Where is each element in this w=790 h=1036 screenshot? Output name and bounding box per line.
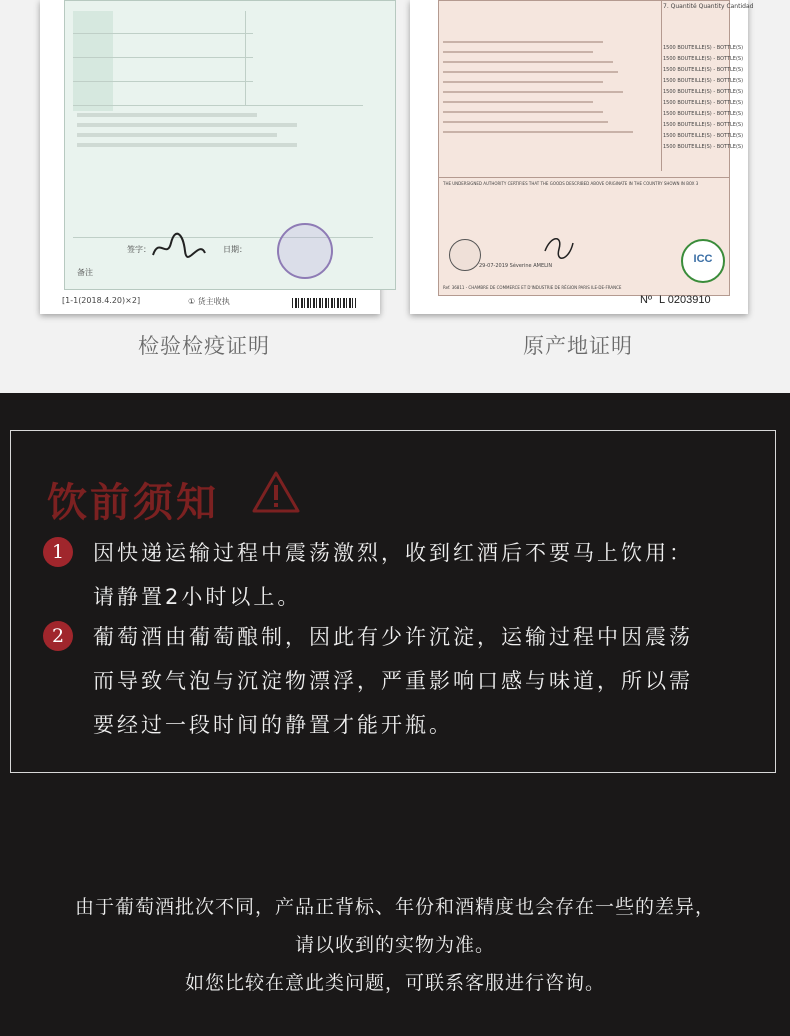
serial-value: L 0203910	[659, 294, 711, 306]
quantity-row: 1500 BOUTEILLE(S) - BOTTLE(S)	[663, 133, 744, 139]
serial-prefix: Nº	[640, 294, 652, 306]
quantity-row: 1500 BOUTEILLE(S) - BOTTLE(S)	[663, 100, 744, 106]
form-rule	[661, 1, 662, 171]
handwritten-signature	[149, 229, 209, 265]
inspection-certificate-image	[40, 0, 380, 314]
certify-statement: THE UNDERSIGNED AUTHORITY CERTIFIES THAT THE GOODS DESCRIBED ABOVE ORIGINATE IN THE COUNTRY SHOWN IN BOX 3	[443, 181, 699, 186]
origin-certificate-form	[438, 0, 754, 296]
date-label: 日期：	[223, 245, 247, 254]
barcode	[292, 298, 356, 308]
origin-certificate-image	[410, 0, 754, 314]
quantity-header: 7. Quantité Quantity Cantidad	[663, 3, 754, 10]
remark-label: 备注	[77, 268, 93, 277]
footer-line: 请以收到的实物为准。	[294, 934, 495, 956]
goods-table	[77, 113, 347, 153]
quantity-row: 1500 BOUTEILLE(S) - BOTTLE(S)	[663, 67, 744, 73]
quantity-row: 1500 BOUTEILLE(S) - BOTTLE(S)	[663, 122, 744, 128]
form-rule	[439, 177, 729, 178]
notice-item-line: 而导致气泡与沉淀物漂浮，严重影响口感与味道，所以需	[93, 669, 693, 693]
notice-title: 饮前须知	[47, 479, 219, 526]
notice-item-number: 2	[43, 621, 73, 651]
signer-line: 29-07-2019 Séverine AMELIN	[479, 263, 553, 269]
notice-item-number: 1	[43, 537, 73, 567]
form-label-column	[73, 11, 113, 111]
official-seal	[277, 223, 333, 279]
quantity-row: 1500 BOUTEILLE(S) - BOTTLE(S)	[663, 45, 744, 51]
origin-caption: 原产地证明	[523, 334, 633, 358]
goods-description	[443, 41, 657, 141]
form-rule	[73, 105, 363, 106]
quantity-column	[663, 45, 744, 155]
quantity-row: 1500 BOUTEILLE(S) - BOTTLE(S)	[663, 89, 744, 95]
warning-triangle-icon	[251, 469, 301, 515]
drinking-notice-box	[10, 430, 776, 773]
quantity-row: 1500 BOUTEILLE(S) - BOTTLE(S)	[663, 56, 744, 62]
chamber-line: Ref. 36811 - CHAMBRE DE COMMERCE ET D'INDUSTRIE DE RÉGION PARIS ILE-DE-FRANCE	[443, 285, 622, 290]
notice-item-line: 请静置2小时以上。	[93, 585, 302, 609]
quantity-row: 1500 BOUTEILLE(S) - BOTTLE(S)	[663, 144, 744, 150]
inspection-certificate-form	[64, 0, 396, 290]
signature-label: 签字：	[127, 245, 151, 254]
handwritten-signature	[539, 231, 579, 265]
chamber-seal	[449, 239, 481, 271]
footer-line: 由于葡萄酒批次不同，产品正背标、年份和酒精度也会存在一些的差异，	[74, 896, 715, 918]
footer-line: 如您比较在意此类问题，可联系客服进行咨询。	[184, 972, 605, 994]
form-issuer: ① 货主收执	[188, 297, 230, 306]
certificate-section	[0, 0, 790, 393]
inspection-caption: 检验检疫证明	[138, 334, 270, 358]
form-code: [1-1(2018.4.20)×2]	[62, 296, 141, 305]
notice-item-line: 要经过一段时间的静置才能开瓶。	[93, 713, 453, 737]
form-rule	[73, 33, 253, 34]
notice-item-line: 葡萄酒由葡萄酿制，因此有少许沉淀，运输过程中因震荡	[93, 625, 693, 649]
serial-number	[640, 294, 711, 306]
form-rule	[73, 57, 253, 58]
quantity-row: 1500 BOUTEILLE(S) - BOTTLE(S)	[663, 111, 744, 117]
notice-item-line: 因快递运输过程中震荡激烈，收到红酒后不要马上饮用：	[93, 541, 693, 565]
quantity-row: 1500 BOUTEILLE(S) - BOTTLE(S)	[663, 78, 744, 84]
form-rule	[245, 11, 246, 106]
form-rule	[73, 81, 253, 82]
icc-badge: ICC	[681, 239, 725, 283]
